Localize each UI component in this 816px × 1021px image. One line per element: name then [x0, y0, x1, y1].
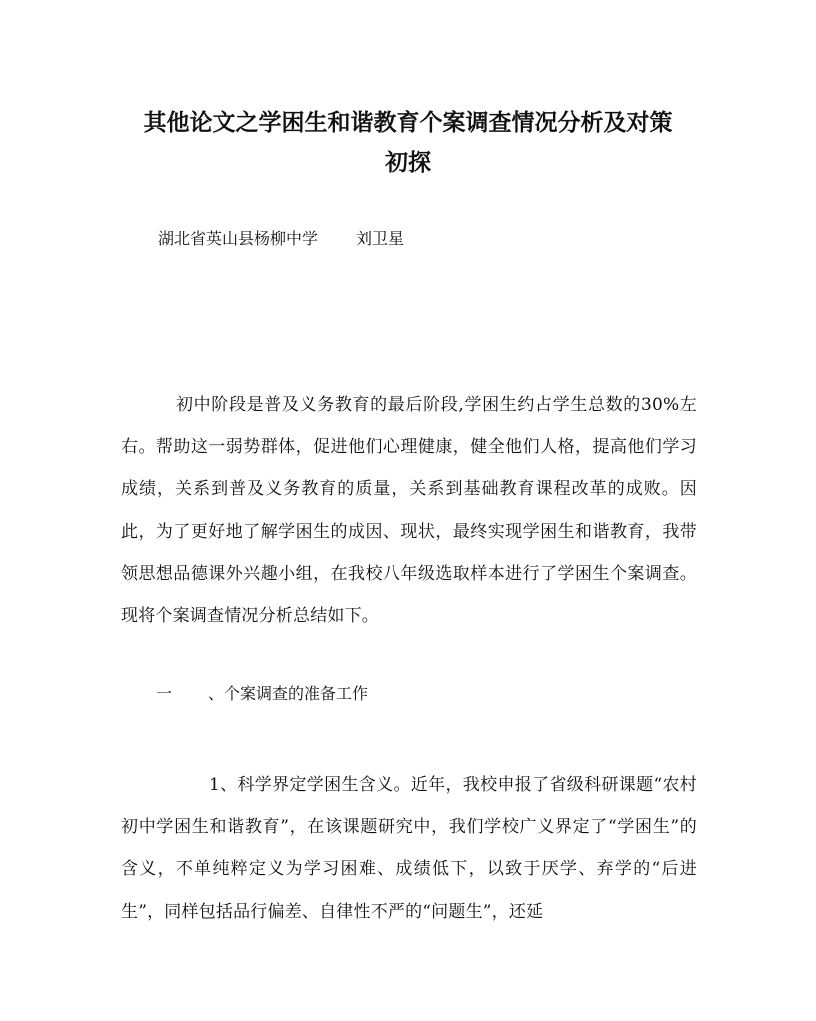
- affiliation: 湖北省英山县杨柳中学: [158, 229, 319, 248]
- section-title: 、个案调查的准备工作: [208, 684, 369, 703]
- document-title-line-1: 其他论文之学困生和谐教育个案调查情况分析及对策: [143, 109, 673, 136]
- author-name: 刘卫星: [356, 229, 405, 248]
- author-line: [158, 228, 404, 250]
- intro-paragraph: 初中阶段是普及义务教育的最后阶段,学困生约占学生总数的30%左右。帮助这一弱势群体，促进他们心理健康，健全他们人格，提高他们学习成绩，关系到普及义务教育的质量，关系到基础教育课程改革的成败。因此，为了更好地了解学困生的成因、现状，最终实现学困生和谐教育，我带领思想品德课外兴趣小组，在我校八年级选取样本进行了学困生个案调查。现将个案调查情况分析总结如下。: [121, 395, 697, 627]
- section-number: 一: [156, 684, 173, 703]
- document-title-line-2: 初探: [385, 149, 431, 176]
- item-1-paragraph: 1、科学界定学困生含义。近年，我校申报了省级科研课题“农村初中学困生和谐教育”，在该课题研究中，我们学校广义界定了“学困生”的含义，不单纯粹定义为学习困难、成绩低下，以致于厌学、弃学的“后进生”，同样包括品行偏差、自律性不严的“问题生”，还延: [121, 775, 697, 922]
- section-heading-1: [156, 683, 368, 705]
